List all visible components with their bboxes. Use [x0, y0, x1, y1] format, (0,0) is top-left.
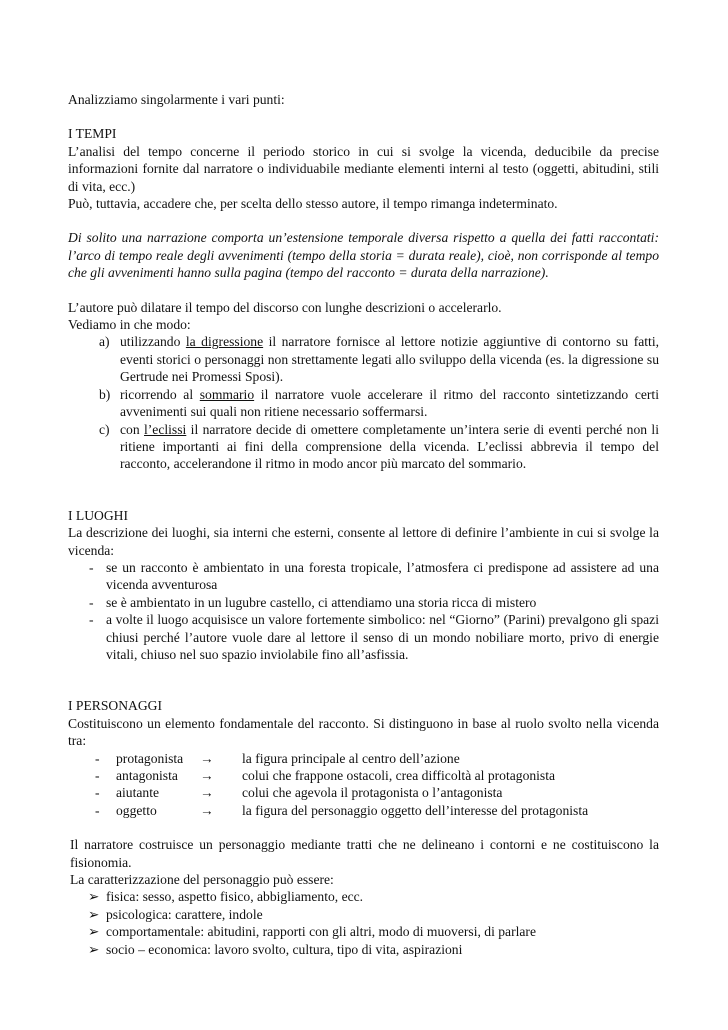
- list-marker: a): [99, 334, 110, 350]
- bullet-arrow-icon: ➢: [88, 924, 100, 940]
- list-item: c) con l’eclissi il narratore decide di omettere completamente un’intera serie di eventi perché non li ritiene importanti ai fini della comprensione della vicenda. L’eclissi abbrevia il tempo del racconto, accelerandone il ritmo in modo ancor più marcato del sommario.: [99, 421, 659, 472]
- luoghi-list: [68, 559, 659, 663]
- list-marker: -: [89, 559, 94, 575]
- personaggi-paragraph-3: La caratterizzazione del personaggio può essere:: [70, 871, 334, 887]
- personaggi-paragraph-2: Il narratore costruisce un personaggio mediante tratti che ne delineano i contorni e ne costituiscono la fisionomia.: [70, 837, 659, 870]
- tempi-paragraph-4: Vediamo in che modo:: [68, 317, 191, 333]
- list-item: ➢ psicologica: carattere, indole: [88, 906, 263, 922]
- intro-paragraph: Analizziamo singolarmente i vari punti:: [68, 92, 285, 107]
- bullet-arrow-icon: ➢: [88, 889, 100, 905]
- term-digressione: la digressione: [185, 334, 264, 350]
- list-item: - protagonista → la figura principale al centro dell’azione: [95, 750, 460, 766]
- list-item: - a volte il luogo acquisisce un valore fortemente simbolico: nel “Giorno” (Parini) prevalgono gli spazi chiusi perché l’autore vuole dare al lettore il senso di un mondo nobiliare morto, privo di energie vitali, chiuso nel suo spazio inviolabile fino all’asfissia.: [89, 612, 659, 662]
- list-item: a) utilizzando la digressione il narratore fornisce al lettore notizie aggiuntive di contorno su fatti, eventi storici o personaggi non strettamente legati allo sviluppo della vicenda (es. la digressione su Gertrude nei Promessi Sposi).: [99, 334, 660, 385]
- list-item: - se un racconto è ambientato in una foresta tropicale, l’atmosfera ci predispone ad assistere ad una vicenda avventurosa: [89, 559, 659, 593]
- tempi-paragraph-2: Può, tuttavia, accadere che, per scelta dello stesso autore, il tempo rimanga indeterminato.: [68, 196, 558, 212]
- arrow-icon: →: [200, 767, 214, 783]
- tempi-technique-list: [68, 333, 659, 472]
- personaggi-paragraph-1: Costituiscono un elemento fondamentale del racconto. Si distinguono in base al ruolo svolto nella vicenda tra:: [68, 715, 659, 749]
- list-item: ➢ fisica: sesso, aspetto fisico, abbigliamento, ecc.: [88, 889, 364, 905]
- tempi-paragraph-1: L’analisi del tempo concerne il periodo storico in cui si svolge la vicenda, deducibile da precise informazioni fornite dal narratore o individuabile mediante elementi interni al testo (oggetti, abitudini, stili di vita, ecc.): [68, 143, 659, 194]
- list-marker: -: [89, 594, 94, 610]
- term-sommario: sommario: [199, 386, 255, 402]
- list-item: b) ricorrendo al sommario il narratore vuole accelerare il ritmo del racconto sintetizzando certi avvenimenti sui quali non ritiene necessario soffermarsi.: [99, 386, 659, 420]
- section-heading-tempi: I TEMPI: [68, 126, 117, 142]
- list-item: ➢ socio – economica: lavoro svolto, cultura, tipo di vita, aspirazioni: [88, 941, 463, 957]
- list-item: - oggetto → la figura del personaggio oggetto dell’interesse del protagonista: [95, 802, 589, 818]
- list-item: ➢ comportamentale: abitudini, rapporti con gli altri, modo di muoversi, di parlare: [88, 924, 536, 940]
- section-heading-luoghi: I LUOGHI: [68, 507, 129, 523]
- bullet-arrow-icon: ➢: [88, 941, 100, 957]
- list-item: - antagonista → colui che frappone ostacoli, crea difficoltà al protagonista: [95, 767, 556, 783]
- list-marker: -: [89, 612, 94, 628]
- list-marker: b): [99, 386, 111, 402]
- term-eclissi: l’eclissi: [144, 421, 187, 437]
- arrow-icon: →: [200, 750, 214, 766]
- list-item: - se è ambientato in un lugubre castello, ci attendiamo una storia ricca di mistero: [89, 594, 537, 610]
- document-page: [68, 91, 659, 958]
- section-heading-personaggi: I PERSONAGGI: [68, 698, 163, 714]
- list-marker: c): [99, 421, 110, 437]
- personaggi-traits-list: [68, 888, 659, 958]
- personaggi-role-list: [68, 750, 659, 820]
- tempi-italic-paragraph: Di solito una narrazione comporta un’estensione temporale diversa rispetto a quella dei fatti raccontati: l’arco di tempo reale degli avvenimenti (tempo della storia = durata reale), cioè, non corrisponde al tempo che gli avvenimenti hanno sulla pagina (tempo del racconto = durata della narrazione).: [68, 230, 659, 281]
- tempi-paragraph-3: L’autore può dilatare il tempo del discorso con lunghe descrizioni o accelerarlo.: [68, 299, 502, 315]
- bullet-arrow-icon: ➢: [88, 906, 100, 922]
- list-item: - aiutante → colui che agevola il protagonista o l’antagonista: [95, 785, 503, 801]
- arrow-icon: →: [200, 802, 214, 818]
- arrow-icon: →: [200, 785, 214, 801]
- luoghi-paragraph-1: La descrizione dei luoghi, sia interni che esterni, consente al lettore di definire l’ambiente in cui si svolge la vicenda:: [68, 525, 659, 558]
